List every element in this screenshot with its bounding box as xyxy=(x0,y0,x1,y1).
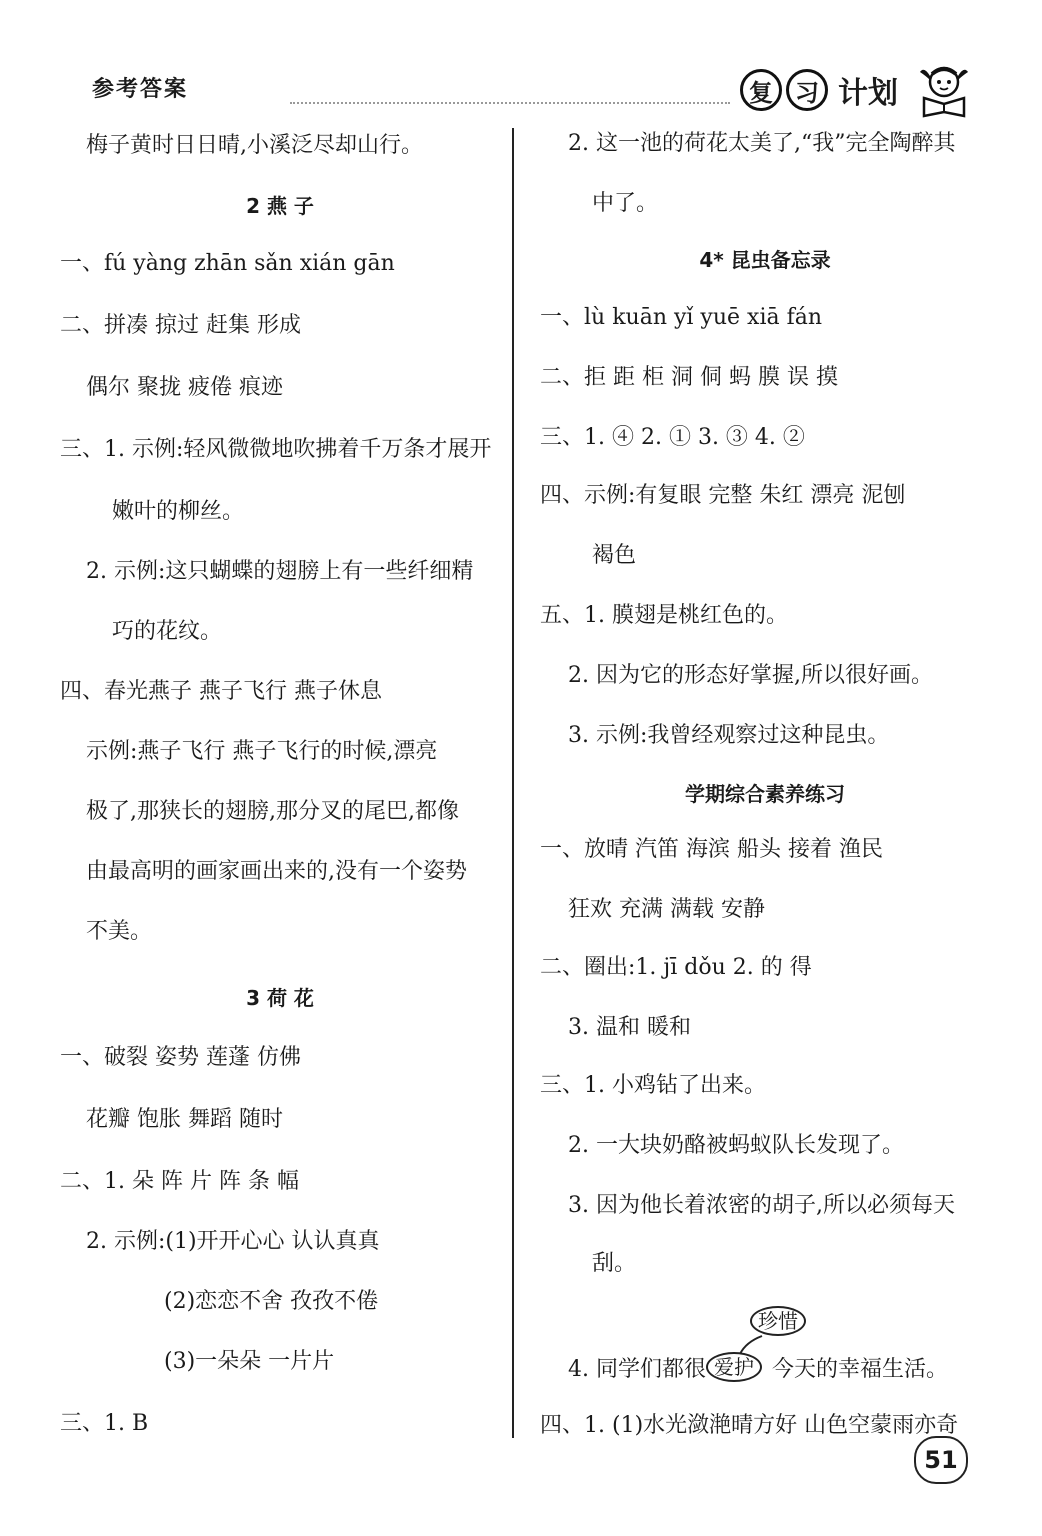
section-title: 3 荷 花 xyxy=(246,986,314,1010)
text-line: 3. 示例:我曾经观察过这种昆虫。 xyxy=(568,723,890,748)
text-line: 示例:燕子飞行 燕子飞行的时候,漂亮 xyxy=(86,739,438,764)
text-line: 一、放晴 汽笛 海滨 船头 接着 渔民 xyxy=(540,837,883,862)
text-line: 三、1. B xyxy=(60,1411,149,1436)
text-line: 2. 因为它的形态好掌握,所以很好画。 xyxy=(568,663,933,688)
page-number: 51 xyxy=(914,1436,968,1484)
header-rule xyxy=(290,102,730,104)
text-line: 不美。 xyxy=(86,919,153,944)
text-line: 二、拒 距 柜 洞 侗 蚂 膜 误 摸 xyxy=(540,365,838,390)
text-line: 2. 示例:(1)开开心心 认认真真 xyxy=(86,1229,380,1254)
text-line: 4. 同学们都很 xyxy=(568,1357,706,1382)
text-line: 四、示例:有复眼 完整 朱红 漂亮 泥刨 xyxy=(540,483,906,508)
text-line: 3. 温和 暖和 xyxy=(568,1015,691,1040)
section-title: 2 燕 子 xyxy=(246,194,314,218)
text-line: 2. 一大块奶酪被蚂蚁队长发现了。 xyxy=(568,1133,904,1158)
header-title: 参考答案 xyxy=(92,77,189,102)
text-line: (3)一朵朵 一片片 xyxy=(164,1349,335,1374)
text-line: 梅子黄时日日晴,小溪泛尽却山行。 xyxy=(86,133,423,158)
circled-word: 爱护 xyxy=(706,1352,762,1382)
text-line: 偶尔 聚拢 疲倦 痕迹 xyxy=(86,375,283,400)
text-line: 嫩叶的柳丝。 xyxy=(112,499,245,524)
reading-girl-icon xyxy=(916,62,972,118)
text-line: 狂欢 充满 满载 安静 xyxy=(568,897,765,922)
brand-suffix: 计划 xyxy=(838,76,898,111)
text-line: 三、1. ④ 2. ① 3. ③ 4. ② xyxy=(540,425,805,450)
text-line: 中了。 xyxy=(592,191,659,216)
text-line: 刮。 xyxy=(592,1251,637,1276)
text-line: 二、1. 朵 阵 片 阵 条 幅 xyxy=(60,1169,299,1194)
text-line: 一、fú yàng zhān sǎn xián gān xyxy=(60,251,395,276)
text-line: 3. 因为他长着浓密的胡子,所以必须每天 xyxy=(568,1193,955,1218)
text-line: 五、1. 膜翅是桃红色的。 xyxy=(540,603,788,628)
text-line: 二、圈出:1. jī dǒu 2. 的 得 xyxy=(540,955,812,980)
text-line: 二、拼凑 掠过 赶集 形成 xyxy=(60,313,301,338)
text-line: 四、春光燕子 燕子飞行 燕子休息 xyxy=(60,679,382,704)
header-brand xyxy=(740,60,972,120)
section-title: 4* 昆虫备忘录 xyxy=(699,248,831,272)
section-title: 学期综合素养练习 xyxy=(685,782,845,806)
text-line: 四、1. (1)水光潋滟晴方好 山色空蒙雨亦奇 xyxy=(540,1413,959,1438)
column-divider xyxy=(512,128,514,1438)
brand-char-1: 复 xyxy=(740,69,782,111)
text-line: 由最高明的画家画出来的,没有一个姿势 xyxy=(86,859,467,884)
text-line: 2. 这一池的荷花太美了,“我”完全陶醉其 xyxy=(568,131,956,156)
text-line: 一、lù kuān yǐ yuē xiā fán xyxy=(540,305,823,330)
text-line: 三、1. 示例:轻风微微地吹拂着千万条才展开 xyxy=(60,437,492,462)
text-line: 巧的花纹。 xyxy=(112,619,223,644)
text-line: 褐色 xyxy=(592,543,637,568)
text-line: 一、破裂 姿势 莲蓬 仿佛 xyxy=(60,1045,301,1070)
text-line: 2. 示例:这只蝴蝶的翅膀上有一些纤细精 xyxy=(86,559,474,584)
brand-char-2: 习 xyxy=(786,69,828,111)
text-line: 花瓣 饱胀 舞蹈 随时 xyxy=(86,1107,283,1132)
text-line: 今天的幸福生活。 xyxy=(772,1357,949,1382)
text-line: 极了,那狭长的翅膀,那分叉的尾巴,都像 xyxy=(86,799,459,824)
text-line: 三、1. 小鸡钻了出来。 xyxy=(540,1073,766,1098)
text-line: (2)恋恋不舍 孜孜不倦 xyxy=(164,1289,379,1314)
correction-line-icon xyxy=(736,1332,766,1356)
correction-word: 珍惜 xyxy=(750,1306,806,1336)
